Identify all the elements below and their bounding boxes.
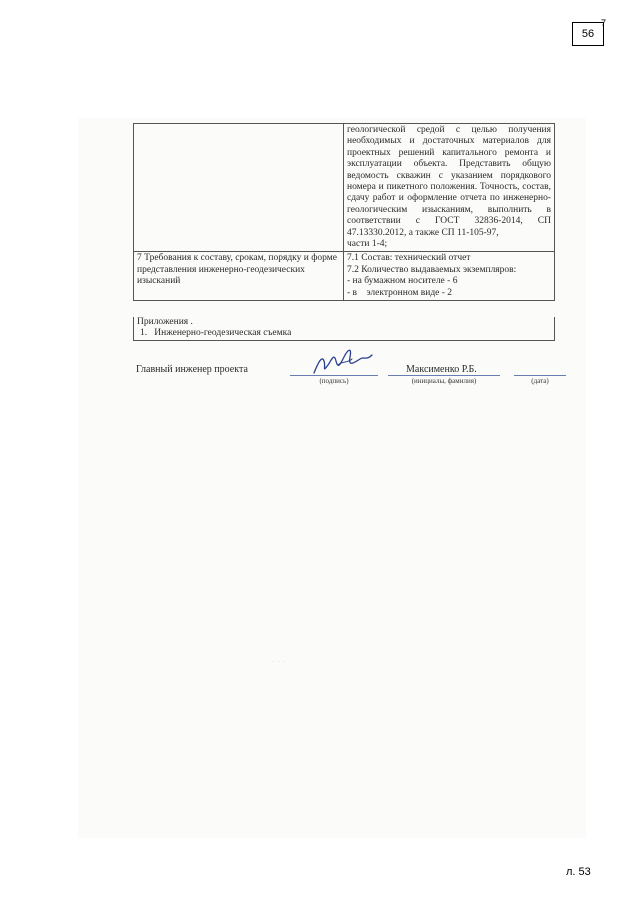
row2-right-cell <box>344 252 555 301</box>
row1-right-text: геологической средой с целью получения необходимых и достаточных материалов для проектных решений капитального ремонта и эксплуатации объекта. Представить общую ведомость скважин с указанием порядкового номера и пикетного положения. Точность, состав, сдачу работ и оформление отчета по инженерно-геологическим изысканиям, выполнить в соответствии с ГОСТ 32836-2014, СП 47.13330.2012, а также СП 11-105-97, <box>347 125 551 238</box>
name-caption: (инициалы, фамилия) <box>411 377 477 385</box>
signer-role: Главный инженер проекта <box>136 364 248 375</box>
table-row-2 <box>134 252 555 301</box>
attachments-block <box>133 317 555 341</box>
page-number-box: 56 <box>572 22 604 46</box>
table-row-1 <box>134 124 555 252</box>
signature-caption: (подпись) <box>319 377 349 385</box>
date-line <box>514 375 566 376</box>
signer-name: Максименко Р.Б. <box>406 364 477 375</box>
name-line <box>388 375 500 376</box>
row2-line-1: 7.1 Состав: технический отчет <box>347 253 471 264</box>
row2-line-4: - в электронном виде - 2 <box>347 287 453 298</box>
row1-left-cell <box>134 124 344 252</box>
sheet-number: л. 53 <box>566 866 591 878</box>
signature-line <box>290 375 378 376</box>
attachment-item-1: 1. Инженерно-геодезическая съемка <box>140 328 292 338</box>
attachments-title: Приложения . <box>137 317 193 327</box>
row1-right-cell <box>344 124 555 252</box>
row2-left-cell: 7 Требования к составу, срокам, порядку и форме представления инженерно-геодезических изысканий <box>134 252 344 301</box>
handwritten-signature <box>308 345 378 379</box>
requirements-table <box>133 123 555 301</box>
corner-number: 7 <box>601 18 607 28</box>
date-caption: (дата) <box>531 377 549 385</box>
faint-stamp-mark: · · · <box>272 656 286 666</box>
row2-line-3: - на бумажном носителе - 6 <box>347 276 458 287</box>
row2-line-2: 7.2 Количество выдаваемых экземпляров: <box>347 264 517 275</box>
row1-right-last-line: части 1-4; <box>347 239 388 250</box>
